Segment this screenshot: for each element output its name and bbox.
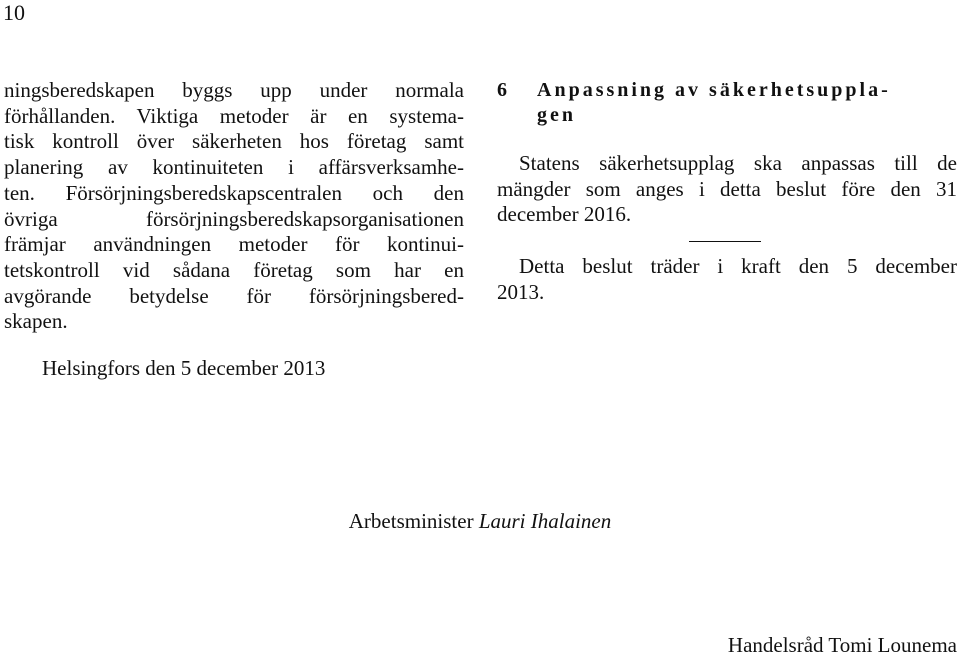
left-line-8: tetskontroll vid sådana företag som har en xyxy=(4,257,464,282)
section-title-line-1: Anpassning av säkerhetsuppla- xyxy=(537,79,891,101)
left-line-7: främjar användningen metoder för kontinui- xyxy=(4,232,464,257)
section-title-line-2: gen xyxy=(537,104,576,126)
minister-signature xyxy=(0,508,960,534)
section-heading xyxy=(497,78,957,103)
left-line-4: planering av kontinuiteten i affärsverksamhe- xyxy=(4,155,464,180)
left-line-9: avgörande betydelse för försörjningsbered- xyxy=(4,283,464,308)
left-column xyxy=(4,78,464,335)
left-line-2: förhållanden. Viktiga metoder är en systema- xyxy=(4,103,464,128)
left-line-10: skapen. xyxy=(4,309,68,334)
left-line-6: övriga försörjningsberedskapsorganisationen xyxy=(4,206,464,231)
left-line-3: tisk kontroll över säkerheten hos företag samt xyxy=(4,129,464,154)
right-column xyxy=(497,78,957,306)
right-para1-line-3: december 2016. xyxy=(497,202,632,227)
right-para2-line-1: Detta beslut träder i kraft den 5 december xyxy=(519,254,957,279)
minister-title: Arbetsminister xyxy=(348,509,474,533)
counsellor-signature: Handelsråd Tomi Lounema xyxy=(727,633,957,657)
left-line-1: ningsberedskapen byggs upp under normala xyxy=(4,78,464,102)
left-line-5: ten. Försörjningsberedskapscentralen och den xyxy=(4,180,464,205)
section-number: 6 xyxy=(497,79,507,101)
right-para1-line-2: mängder som anges i detta beslut före den 31 xyxy=(497,176,957,201)
page-number: 10 xyxy=(3,0,25,25)
section-divider xyxy=(689,241,761,242)
place-date: Helsingfors den 5 december 2013 xyxy=(42,356,326,380)
right-para1-line-1: Statens säkerhetsupplag ska anpassas till de xyxy=(519,151,957,175)
minister-name: Lauri Ihalainen xyxy=(478,509,612,533)
right-para2-line-2: 2013. xyxy=(497,279,545,304)
